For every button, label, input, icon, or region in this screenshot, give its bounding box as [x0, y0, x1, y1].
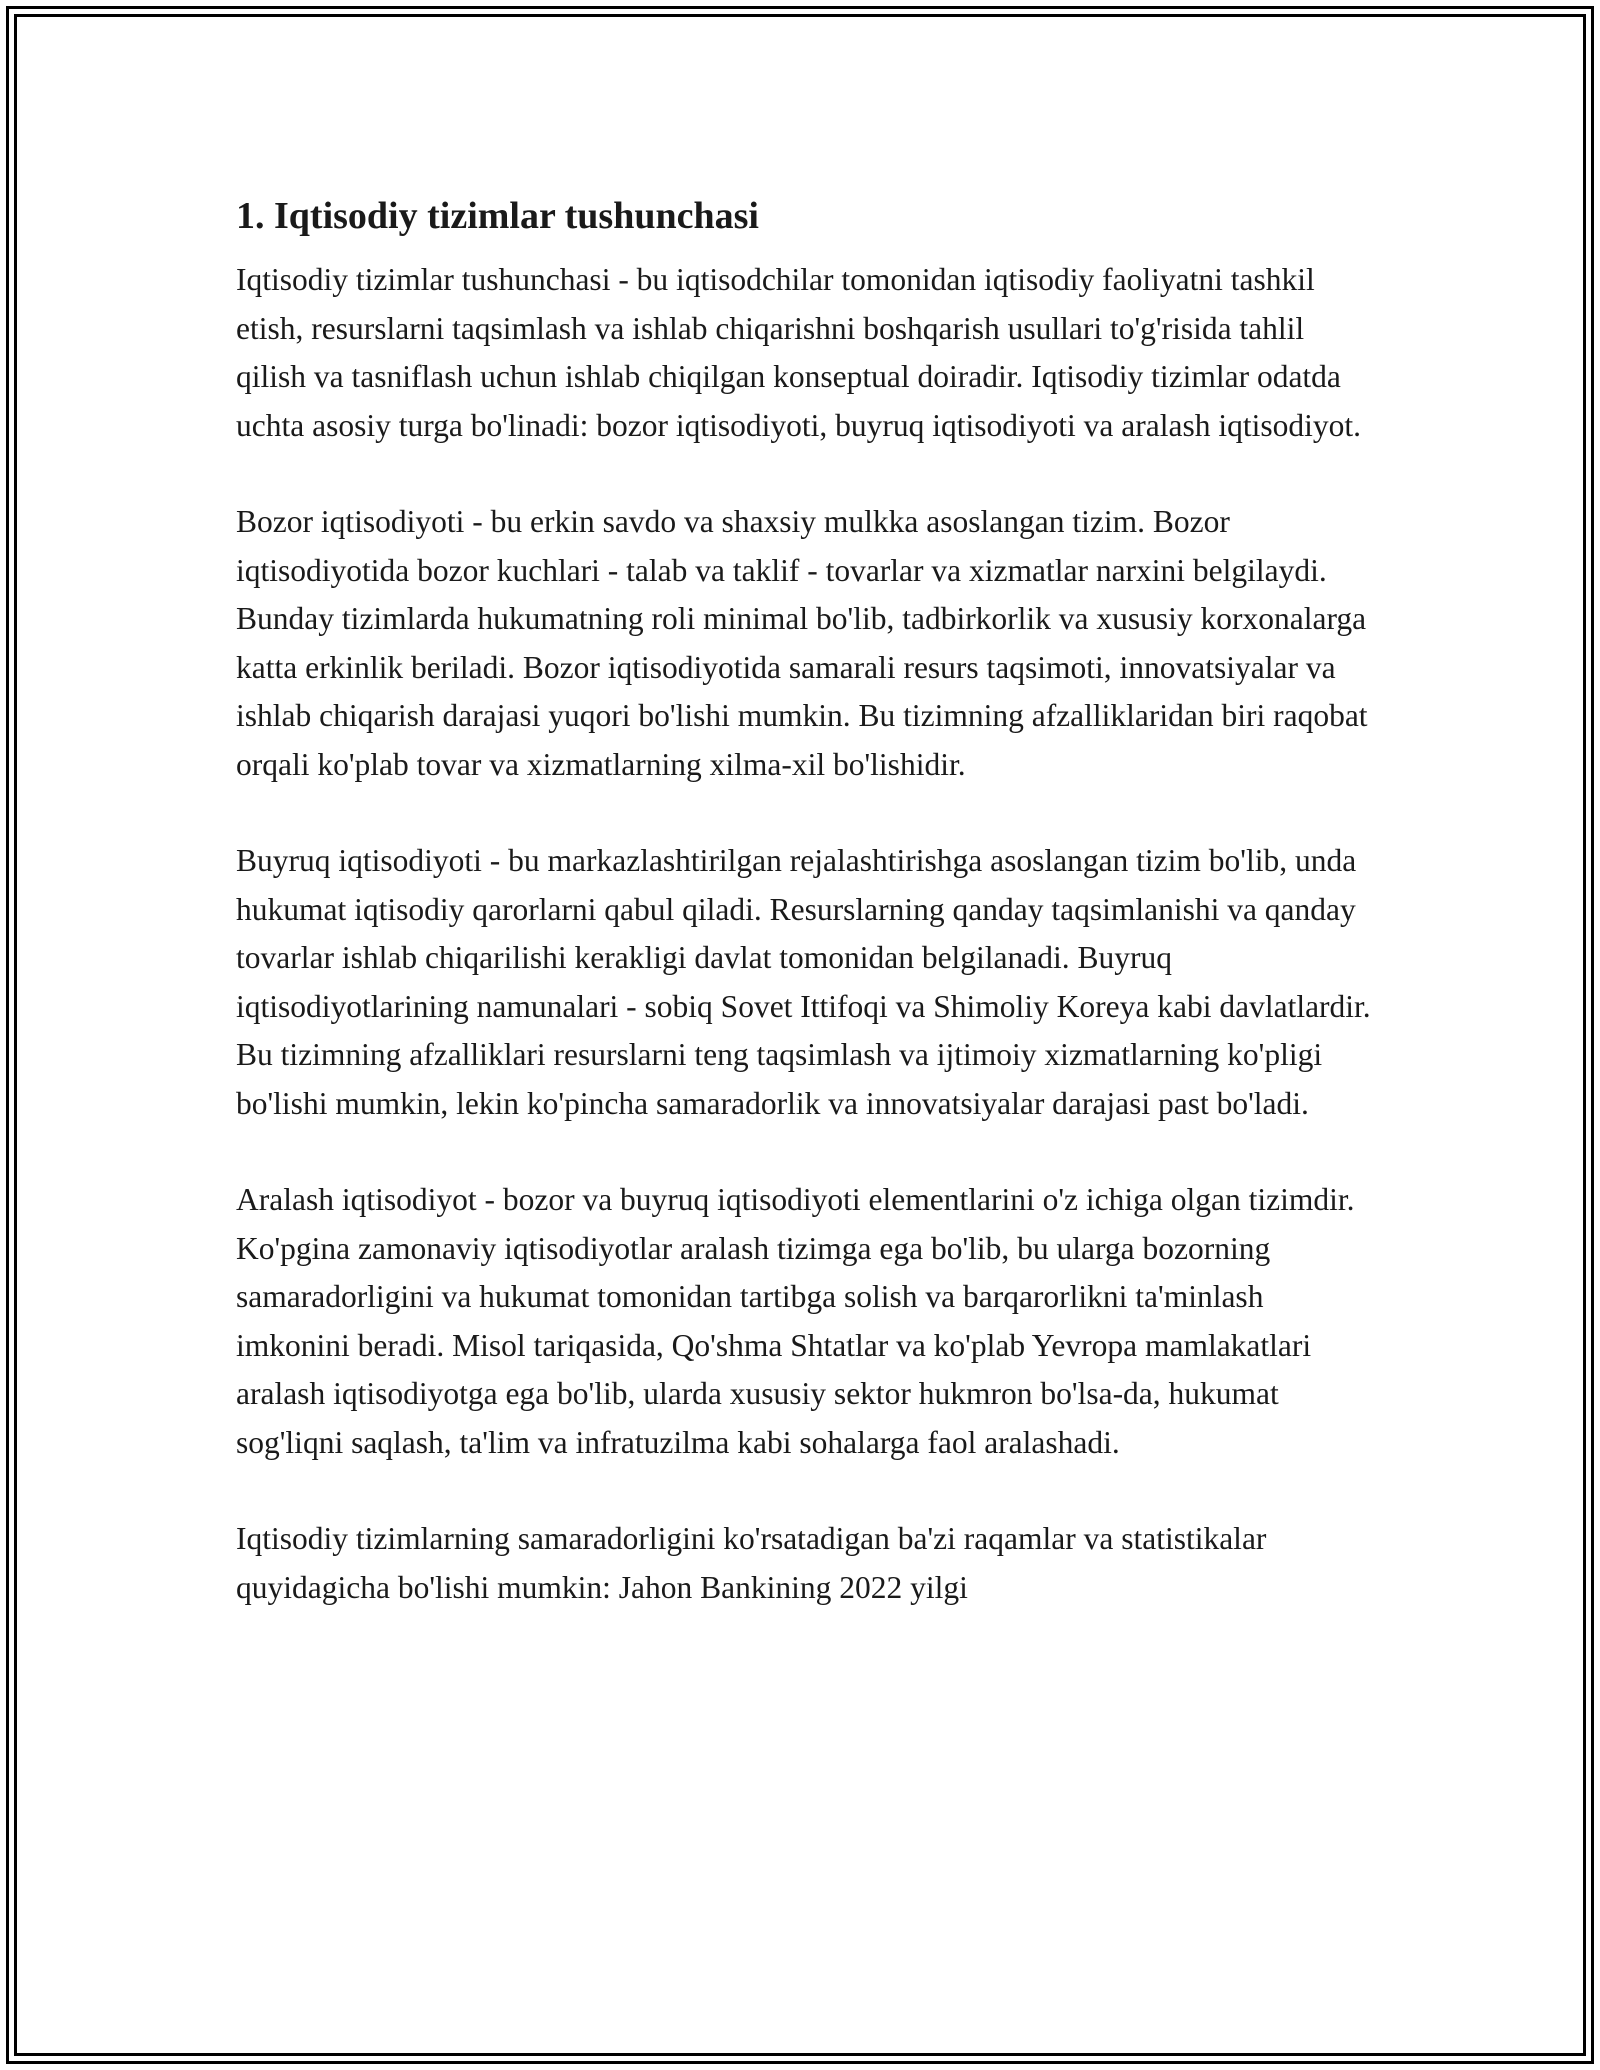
section-heading: 1. Iqtisodiy tizimlar tushunchasi [236, 195, 759, 237]
document-body [236, 188, 1371, 1660]
paragraph-intro: Iqtisodiy tizimlar tushunchasi - bu iqtisodchilar tomonidan iqtisodiy faoliyatni tashkil etish, resurslarni taqsimlash va ishlab chiqarishni boshqarish usullari to'g'risida tahlil qilish va tasniflash uchun ishlab chiqilgan konseptual doiradir. Iqtisodiy tizimlar odatda uchta asosiy turga bo'linadi: bozor iqtisodiyoti, buyruq iqtisodiyoti va aralash iqtisodiyot. [236, 262, 1361, 443]
paragraph-market-economy: Bozor iqtisodiyoti - bu erkin savdo va shaxsiy mulkka asoslangan tizim. Bozor iqtisodiyotida bozor kuchlari - talab va taklif - tovarlar va xizmatlar narxini belgilaydi. Bunday tizimlarda hukumatning roli minimal bo'lib, tadbirkorlik va xususiy korxonalarga katta erkinlik beriladi. Bozor iqtisodiyotida samarali resurs taqsimoti, innovatsiyalar va ishlab chiqarish darajasi yuqori bo'lishi mumkin. Bu tizimning afzalliklaridan biri raqobat orqali ko'plab tovar va xizmatlarning xilma-xil bo'lishidir. [236, 504, 1368, 782]
paragraph-statistics: Iqtisodiy tizimlarning samaradorligini ko'rsatadigan ba'zi raqamlar va statistikalar quyidagicha bo'lishi mumkin: Jahon Bankining 2022 yilgi [236, 1521, 1267, 1605]
paragraph-mixed-economy: Aralash iqtisodiyot - bozor va buyruq iqtisodiyoti elementlarini o'z ichiga olgan tizimdir. Ko'pgina zamonaviy iqtisodiyotlar aralash tizimga ega bo'lib, bu ularga bozorning samaradorligini va hukumat tomonidan tartibga solish va barqarorlikni ta'minlash imkonini beradi. Misol tariqasida, Qo'shma Shtatlar va ko'plab Yevropa mamlakatlari aralash iqtisodiyotga ega bo'lib, ularda xususiy sektor hukmron bo'lsa-da, hukumat sog'liqni saqlash, ta'lim va infratuzilma kabi sohalarga faol aralashadi. [236, 1182, 1355, 1460]
paragraph-command-economy: Buyruq iqtisodiyoti - bu markazlashtirilgan rejalashtirishga asoslangan tizim bo'lib, unda hukumat iqtisodiy qarorlarni qabul qiladi. Resurslarning qanday taqsimlanishi va qanday tovarlar ishlab chiqarilishi kerakligi davlat tomonidan belgilanadi. Buyruq iqtisodiyotlarining namunalari - sobiq Sovet Ittifoqi va Shimoliy Koreya kabi davlatlardir. Bu tizimning afzalliklari resurslarni teng taqsimlash va ijtimoiy xizmatlarning ko'pligi bo'lishi mumkin, lekin ko'pincha samaradorlik va innovatsiyalar darajasi past bo'ladi. [236, 843, 1371, 1121]
